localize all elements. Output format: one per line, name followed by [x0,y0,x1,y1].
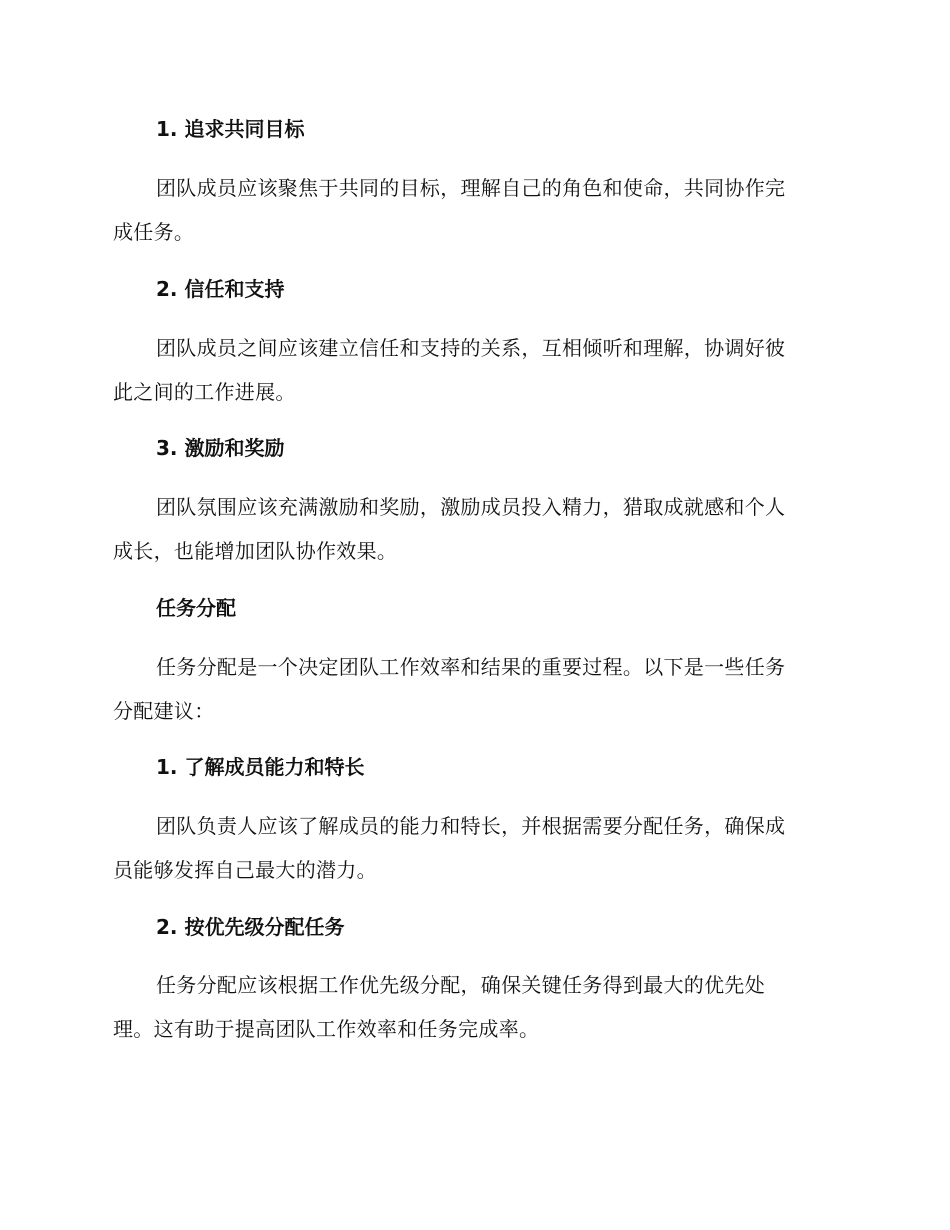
paragraph-line: 团队成员之间应该建立信任和支持的关系，互相倾听和理解，协调好彼 [156,336,786,360]
section-paragraph [113,804,833,892]
paragraph-line: 理。这有助于提高团队工作效率和任务完成率。 [113,1017,540,1041]
section-paragraph [113,963,833,1051]
paragraph-line: 员能够发挥自己最大的潜力。 [113,858,377,882]
section-heading: 2. 按优先级分配任务 [156,915,345,939]
section-paragraph [113,166,833,254]
section-heading: 任务分配 [156,596,236,620]
section-heading: 3. 激励和奖励 [156,436,285,460]
section-heading: 1. 追求共同目标 [156,117,305,141]
section-heading: 1. 了解成员能力和特长 [156,755,365,779]
paragraph-line: 此之间的工作进展。 [113,380,296,404]
paragraph-line: 任务分配应该根据工作优先级分配，确保关键任务得到最大的优先处 [156,973,765,997]
section-paragraph [113,645,833,733]
section-heading: 2. 信任和支持 [156,277,285,301]
paragraph-line: 团队负责人应该了解成员的能力和特长，并根据需要分配任务，确保成 [156,814,786,838]
section-paragraph [113,326,833,414]
section-paragraph [113,485,833,573]
paragraph-line: 成任务。 [113,220,195,244]
paragraph-line: 团队成员应该聚焦于共同的目标，理解自己的角色和使命，共同协作完 [156,176,786,200]
paragraph-line: 团队氛围应该充满激励和奖励，激励成员投入精力，猎取成就感和个人 [156,495,786,519]
paragraph-line: 任务分配是一个决定团队工作效率和结果的重要过程。以下是一些任务 [156,655,786,679]
paragraph-line: 成长，也能增加团队协作效果。 [113,539,398,563]
paragraph-line: 分配建议： [113,699,215,723]
